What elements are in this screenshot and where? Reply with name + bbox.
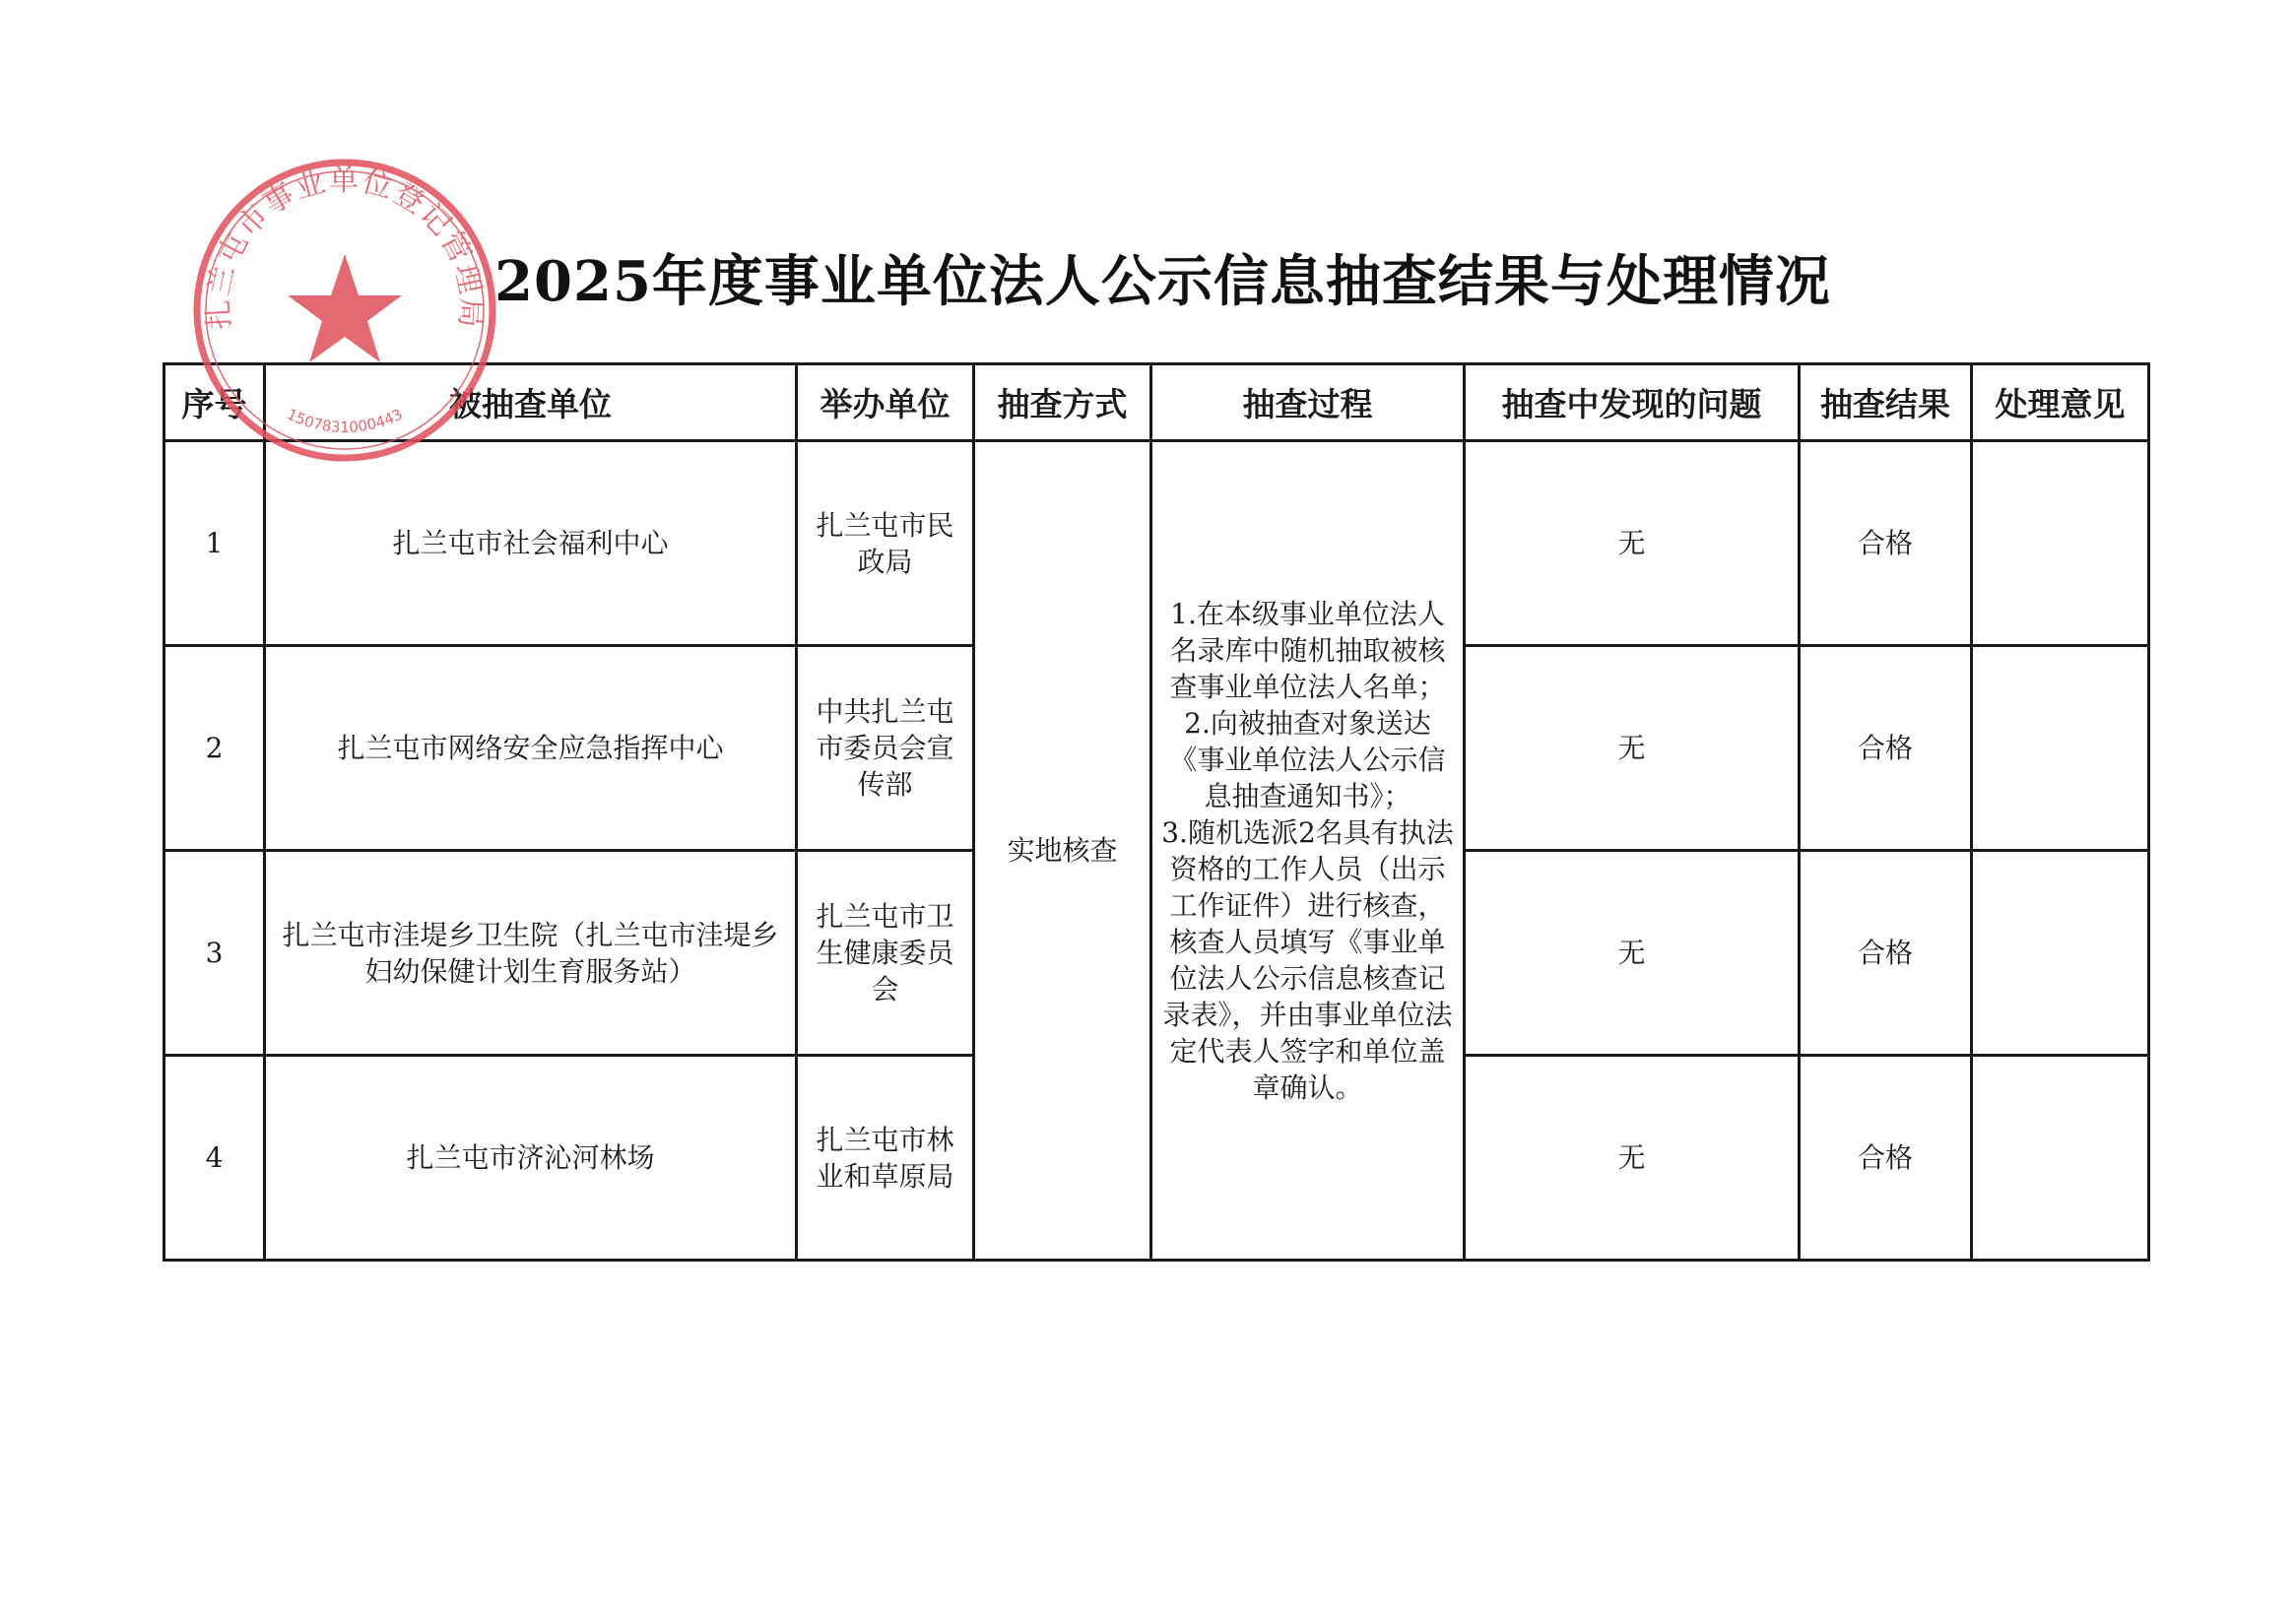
inspection-process: [1151, 441, 1465, 1261]
problems-found: 无: [1465, 1056, 1800, 1261]
sponsor-unit: 扎兰屯市卫生健康委员会: [797, 851, 974, 1056]
header-cell: 序号: [164, 364, 265, 441]
row-number: 3: [164, 851, 265, 1056]
handling-opinion: [1972, 441, 2149, 646]
process-step: 2.向被抽查对象送达《事业单位法人公示信息抽查通知书》；: [1169, 706, 1446, 812]
sponsor-unit: 扎兰屯市民政局: [797, 441, 974, 646]
sponsor-unit: 扎兰屯市林业和草原局: [797, 1056, 974, 1261]
inspected-unit: 扎兰屯市社会福利中心: [265, 441, 797, 646]
inspection-result: 合格: [1800, 851, 1972, 1056]
page-title: 2025年度事业单位法人公示信息抽查结果与处理情况: [494, 249, 1831, 314]
header-cell: 举办单位: [797, 364, 974, 441]
header-cell: 抽查方式: [974, 364, 1151, 441]
process-step: 1.在本级事业单位法人名录库中随机抽取被核查事业单位法人名单；: [1169, 597, 1446, 703]
results-table: [163, 362, 2150, 1262]
header-cell: 被抽查单位: [265, 364, 797, 441]
header-row: [164, 364, 2149, 441]
header-cell: 抽查结果: [1800, 364, 1972, 441]
inspection-result: 合格: [1800, 441, 1972, 646]
inspected-unit: 扎兰屯市济沁河林场: [265, 1056, 797, 1261]
inspection-result: 合格: [1800, 1056, 1972, 1261]
handling-opinion: [1972, 646, 2149, 851]
process-step: 3.随机选派2名具有执法资格的工作人员（出示工作证件）进行核查，核查人员填写《事业单位法人公示信息核查记录表》，并由事业单位法定代表人签字和单位盖章确认。: [1161, 815, 1454, 1104]
inspected-unit: 扎兰屯市网络安全应急指挥中心: [265, 646, 797, 851]
row-number: 1: [164, 441, 265, 646]
inspected-unit: 扎兰屯市洼堤乡卫生院（扎兰屯市洼堤乡妇幼保健计划生育服务站）: [265, 851, 797, 1056]
header-cell: 抽查中发现的问题: [1465, 364, 1800, 441]
row-number: 2: [164, 646, 265, 851]
inspection-result: 合格: [1800, 646, 1972, 851]
header-cell: 处理意见: [1972, 364, 2149, 441]
row-number: 4: [164, 1056, 265, 1261]
table-row: [164, 441, 2149, 646]
seal-text-path: 扎兰屯市事业单位登记管理局: [201, 163, 489, 331]
handling-opinion: [1972, 851, 2149, 1056]
problems-found: 无: [1465, 646, 1800, 851]
problems-found: 无: [1465, 851, 1800, 1056]
header-cell: 抽查过程: [1151, 364, 1465, 441]
handling-opinion: [1972, 1056, 2149, 1261]
sponsor-unit: 中共扎兰屯市委员会宣传部: [797, 646, 974, 851]
inspection-method: 实地核查: [974, 441, 1151, 1261]
problems-found: 无: [1465, 441, 1800, 646]
seal-code-path: 1507831000443: [284, 405, 406, 436]
